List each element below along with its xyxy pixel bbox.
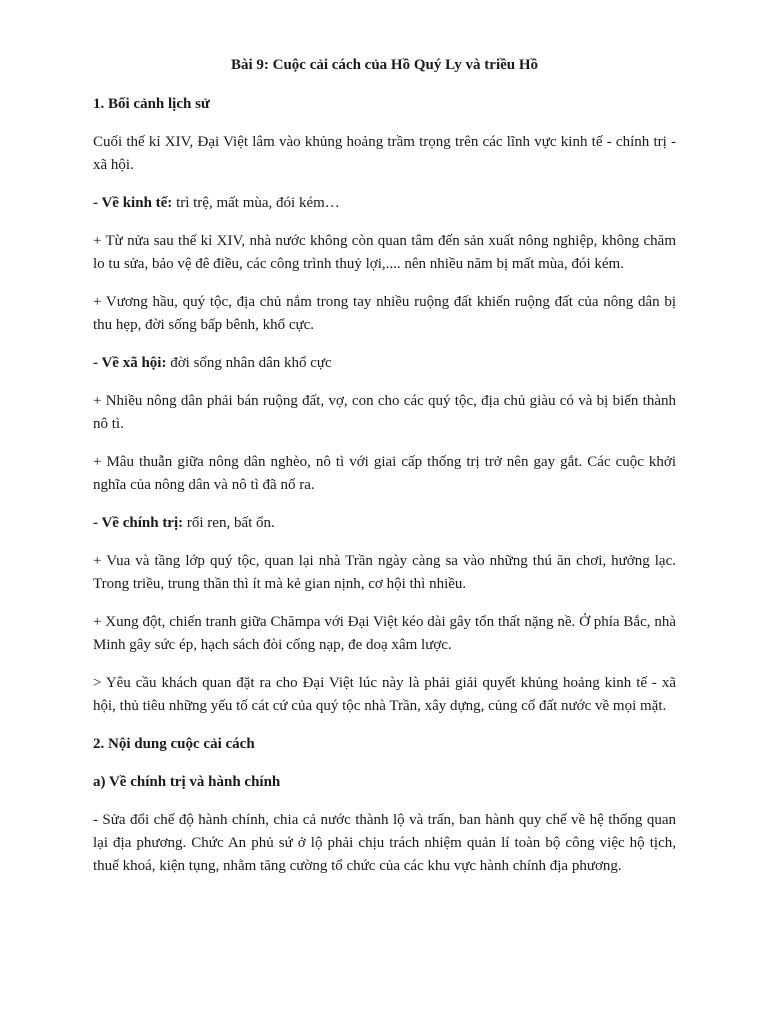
administration-point: - Sửa đổi chế độ hành chính, chia cả nước thành lộ và trấn, ban hành quy chế về hệ thống quan lại địa phương. Chức An phủ sứ ở lộ phải chịu trách nhiệm quản lí toàn bộ công việc hộ tịch, thuế khoá, kiện tụng, nhằm tăng cường tổ chức của các khu vực hành chính địa phương. — [93, 812, 676, 874]
economy-summary — [93, 192, 676, 215]
politics-label: - Về chính trị: — [93, 515, 184, 531]
page-title: Bài 9: Cuộc cải cách của Hồ Quý Ly và triều Hồ — [230, 57, 539, 73]
economy-point-1: + Từ nửa sau thế kỉ XIV, nhà nước không còn quan tâm đến sản xuất nông nghiệp, không chăm lo tu sửa, bảo vệ đê điều, các công trình thuỷ lợi,.... nên nhiều năm bị mất mùa, đói kém. — [93, 233, 676, 272]
economy-summary-text: trì trệ, mất mùa, đói kém… — [172, 195, 340, 211]
economy-label: - Về kinh tế: — [93, 195, 173, 211]
society-point-2: + Mâu thuẫn giữa nông dân nghèo, nô tì với giai cấp thống trị trở nên gay gắt. Các cuộc khởi nghĩa của nông dân và nô tì đã nổ ra. — [93, 454, 676, 493]
section-2-heading: 2. Nội dung cuộc cải cách — [93, 736, 255, 752]
conclusion-paragraph: > Yêu cầu khách quan đặt ra cho Đại Việt lúc này là phải giải quyết khủng hoảng kinh tế - xã hội, thủ tiêu những yếu tố cát cứ của quý tộc nhà Trần, xây dựng, củng cố đất nước về mọi mặt. — [93, 675, 676, 714]
politics-point-1: + Vua và tầng lớp quý tộc, quan lại nhà Trần ngày càng sa vào những thú ăn chơi, hưởng lạc. Trong triều, trung thần thì ít mà kẻ gian nịnh, cơ hội thì nhiều. — [93, 553, 676, 592]
economy-point-2: + Vương hầu, quý tộc, địa chủ nắm trong tay nhiều ruộng đất khiến ruộng đất của nông dân bị thu hẹp, đời sống bấp bênh, khổ cực. — [93, 294, 676, 333]
intro-paragraph: Cuối thế kỉ XIV, Đại Việt lâm vào khủng hoảng trầm trọng trên các lĩnh vực kinh tế - chính trị - xã hội. — [93, 134, 676, 173]
politics-summary — [93, 512, 676, 535]
section-1-heading: 1. Bối cảnh lịch sử — [93, 96, 210, 112]
society-summary — [93, 352, 676, 375]
society-label: - Về xã hội: — [93, 355, 167, 371]
society-summary-text: đời sống nhân dân khổ cực — [166, 355, 332, 371]
politics-summary-text: rối ren, bất ổn. — [183, 515, 275, 531]
politics-point-2: + Xung đột, chiến tranh giữa Chămpa với Đại Việt kéo dài gây tổn thất nặng nề. Ở phía Bắc, nhà Minh gây sức ép, hạch sách đòi cống nạp, đe doạ xâm lược. — [93, 614, 676, 653]
society-point-1: + Nhiều nông dân phải bán ruộng đất, vợ, con cho các quý tộc, địa chủ giàu có và bị biến thành nô tì. — [93, 393, 676, 432]
section-2a-heading: a) Về chính trị và hành chính — [93, 774, 281, 790]
